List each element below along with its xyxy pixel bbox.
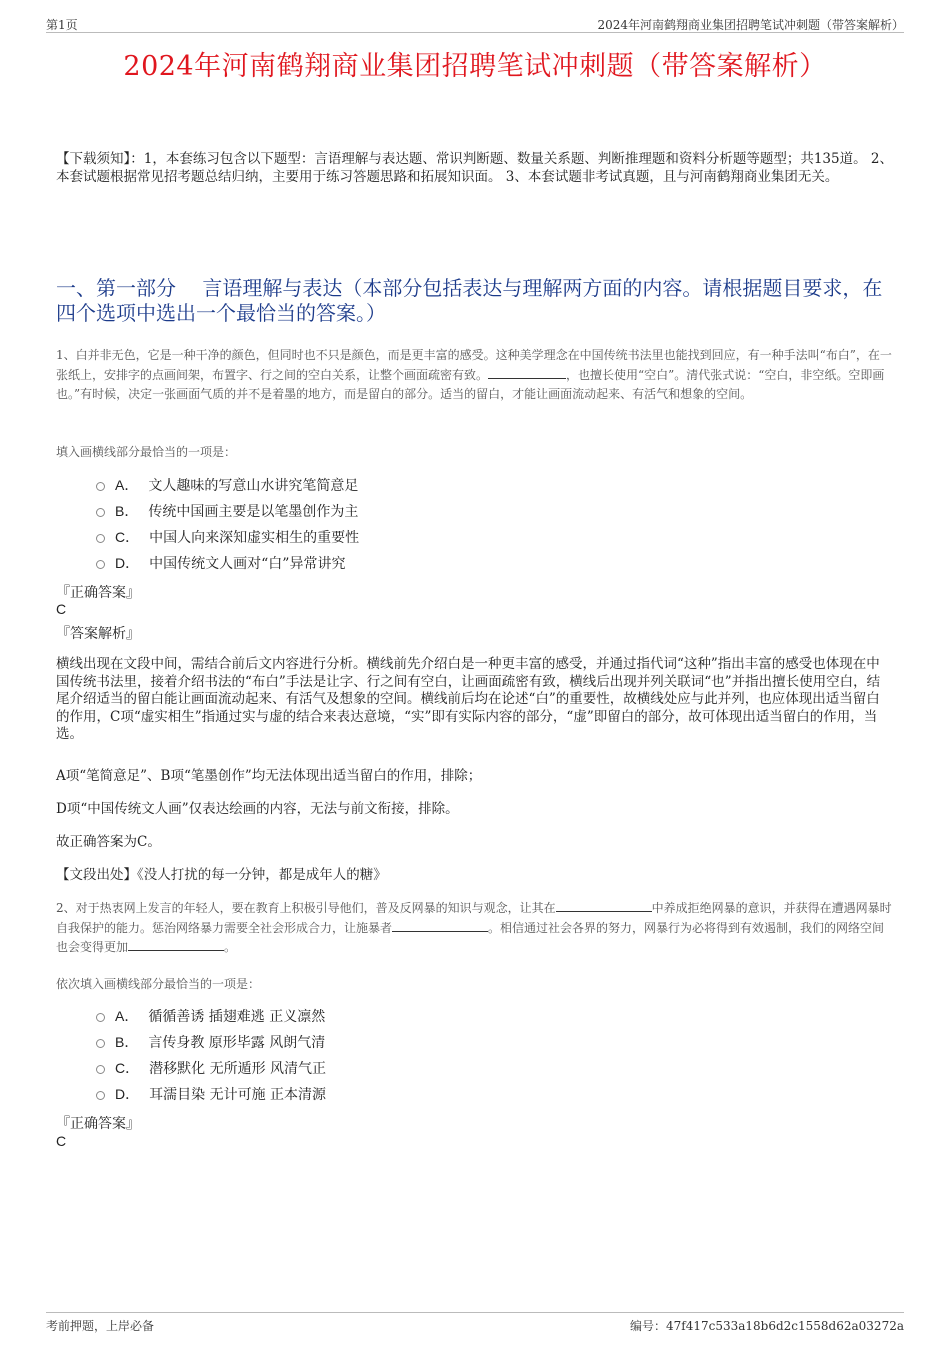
header-doc-title: 2024年河南鹤翔商业集团招聘笔试冲刺题（带答案解析） [597, 18, 904, 32]
radio-icon[interactable] [96, 1091, 105, 1100]
q2-option-c[interactable]: C． 潜移默化 无所遁形 风清气正 [96, 1055, 326, 1081]
q2-blank-3 [128, 938, 224, 951]
radio-icon[interactable] [96, 1065, 105, 1074]
section-title: 一、第一部分 言语理解与表达（本部分包括表达与理解两方面的内容。请根据题目要求，在四个选项中选出一个最恰当的答案。） [56, 276, 883, 325]
q2-blank-2 [392, 919, 488, 932]
q1-exclusion-d: D项“中国传统文人画”仅表达绘画的内容，无法与前文衔接，排除。 [56, 801, 459, 817]
q2-option-b[interactable]: B． 言传身教 原形毕露 风朗气清 [96, 1029, 326, 1055]
radio-icon[interactable] [96, 534, 105, 543]
radio-icon[interactable] [96, 560, 105, 569]
page-number: 第1页 [46, 18, 78, 32]
radio-icon[interactable] [96, 508, 105, 517]
question-2-prompt: 依次填入画横线部分最恰当的一项是： [56, 977, 261, 991]
question-1-options [96, 472, 359, 576]
q1-conclusion: 故正确答案为C。 [56, 834, 161, 850]
page-footer [46, 1312, 904, 1333]
q2-blank-1 [556, 899, 652, 912]
q1-option-d[interactable]: D． 中国传统文人画对“白”异常讲究 [96, 550, 359, 576]
q1-source: 【文段出处】《没人打扰的每一分钟，都是成年人的糖》 [56, 867, 387, 883]
radio-icon[interactable] [96, 1039, 105, 1048]
q1-analysis: 横线出现在文段中间，需结合前后文内容进行分析。横线前先介绍白是一种更丰富的感受，并通过指代词“这种”指出丰富的感受也体现在中国传统书法里，接着介绍书法的“布白”手法是让字、行之间有空白，让画面疏密有致，横线后出现并列关联词“也”并指出擅长使用空白，结尾介绍适当的留白能让画面流动起来、有活气及想象的空间。横线前后均在论述“白”的重要性，故横线处应与此并列，也应体现出适当留白的作用，C项“虚实相生”指通过实与虚的结合来表达意境，“实”即有实际内容的部分，“虚”即留白的部分，故可体现出适当留白的作用，当选。 [56, 656, 881, 742]
q1-option-b[interactable]: B． 传统中国画主要是以笔墨创作为主 [96, 498, 359, 524]
footer-code: 编号：47f417c533a18b6d2c1558d62a03272a [630, 1319, 904, 1333]
radio-icon[interactable] [96, 1013, 105, 1022]
document-title: 2024年河南鹤翔商业集团招聘笔试冲刺题（带答案解析） [123, 51, 827, 82]
q1-blank [488, 366, 566, 379]
page-header [46, 14, 904, 33]
question-2-options [96, 1003, 326, 1107]
question-2-stem: 2、对于热衷网上发言的年轻人，要在教育上积极引导他们，普及反网暴的知识与观念，让其在 中养成拒绝网暴的意识，并获得在遭遇网暴时自我保护的能力。惩治网络暴力需要全社会形成合力，让施暴者 。相信通过社会各界的努力，网暴行为必将得到有效遏制，我们的网络空间也会变得更加 。 [56, 901, 892, 954]
question-1-prompt: 填入画横线部分最恰当的一项是： [56, 445, 237, 459]
q2-option-d[interactable]: D． 耳濡目染 无计可施 正本清源 [96, 1081, 326, 1107]
q1-stem-part-a: 1、白并非无色，它是一种干净的颜色，但同时也不只是颜色，而是更丰富的感受。这种美学理念在中国传统书法里也能找到回应，有一种手法叫“布白”，在一张纸上，安排字的点画间架，布置字、行之间的空白关系，让整个画面疏密有致。 [56, 348, 892, 382]
q1-option-c[interactable]: C． 中国人向来深知虚实相生的重要性 [96, 524, 359, 550]
q2-answer-label: 『正确答案』 [56, 1116, 140, 1132]
q1-option-a[interactable]: A． 文人趣味的写意山水讲究笔简意足 [96, 472, 359, 498]
q1-analysis-label: 『答案解析』 [56, 626, 140, 642]
q1-answer-label: 『正确答案』 [56, 585, 140, 601]
footer-slogan: 考前押题，上岸必备 [46, 1319, 155, 1333]
radio-icon[interactable] [96, 482, 105, 491]
q2-answer: C [56, 1133, 67, 1149]
download-notice: 【下载须知】：1，本套练习包含以下题型：言语理解与表达题、常识判断题、数量关系题、判断推理题和资料分析题等题型；共135道。 2、本套试题根据常见招考题总结归纳，主要用于练习答题思路和拓展知识面。 3、本套试题非考试真题，且与河南鹤翔商业集团无关。 [56, 151, 893, 185]
q1-answer: C [56, 601, 67, 617]
q1-stem-part-b: ，也擅长使用“空白”。清代张式说：“空白，非空纸。空即画也。”有时候，决定一张画面气质的并不是着墨的地方，而是留白的部分。适当的留白，才能让画面流动起来、有活气和想象的空间。 [56, 367, 885, 401]
q1-exclusion-ab: A项“笔简意足”、B项“笔墨创作”均无法体现出适当留白的作用，排除； [56, 768, 482, 784]
question-1-stem [56, 346, 896, 405]
q2-option-a[interactable]: A． 循循善诱 插翅难逃 正义凛然 [96, 1003, 326, 1029]
